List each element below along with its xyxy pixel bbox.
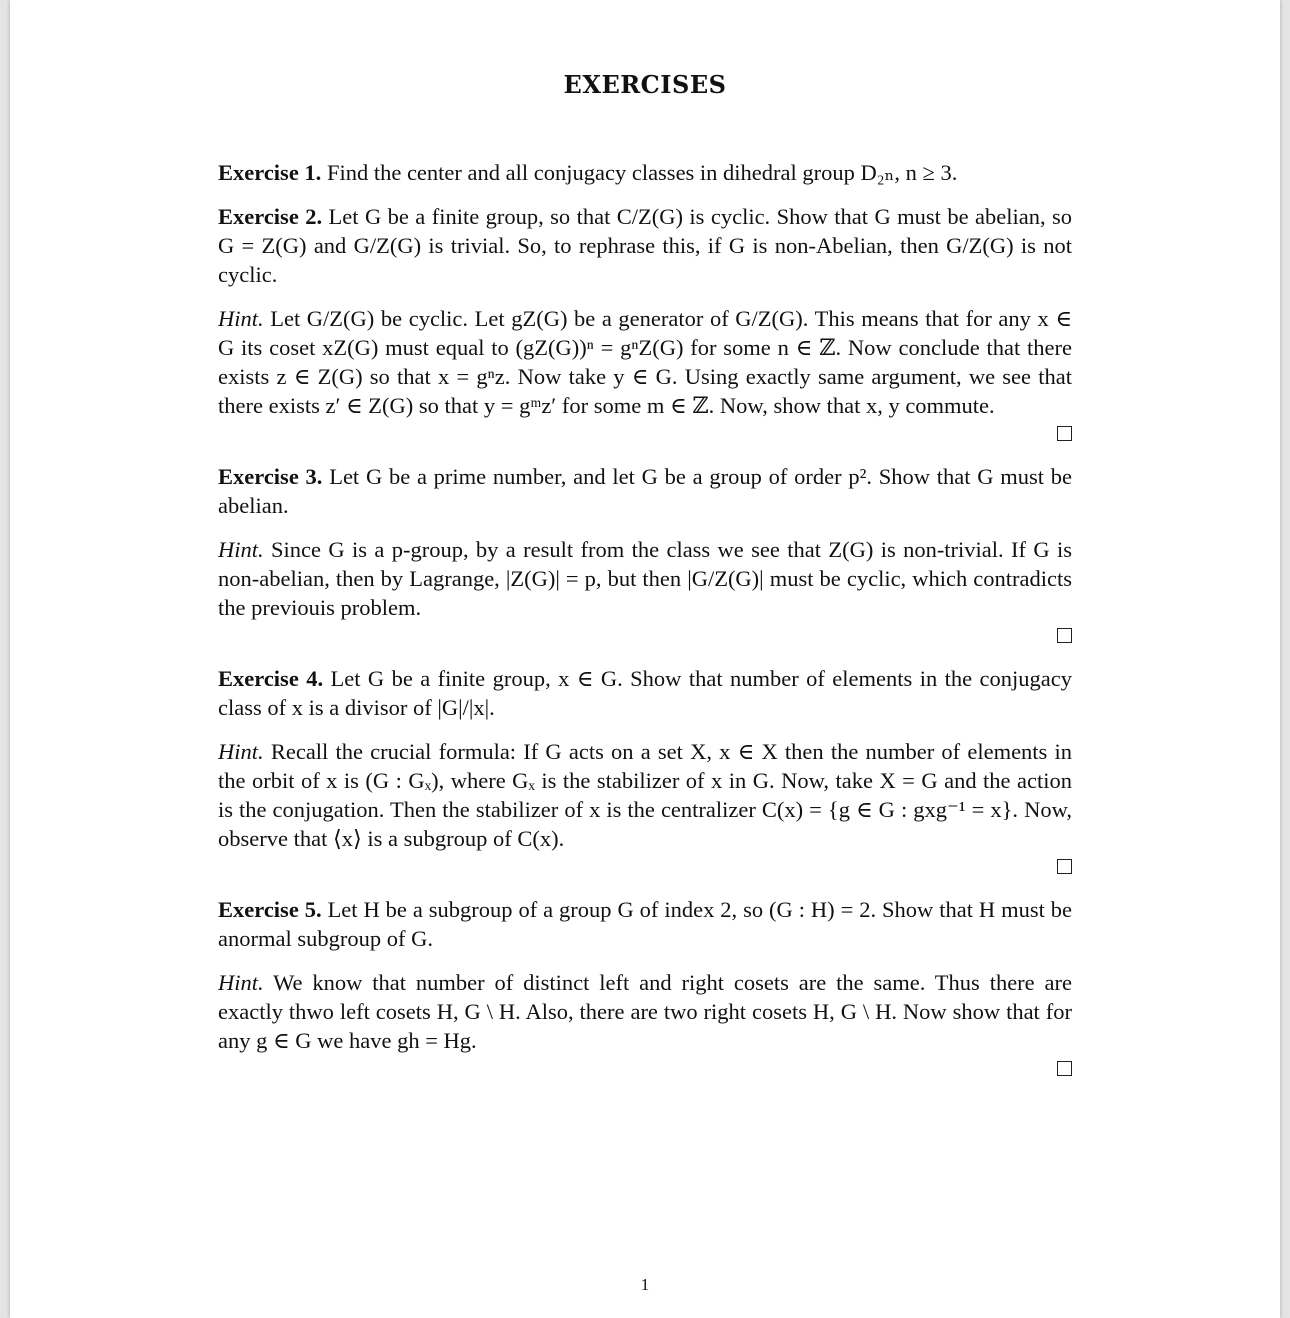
exercise-5 (218, 895, 1072, 953)
exercise-1-text: Find the center and all conjugacy classes in dihedral group D₂ₙ, n ≥ 3. (326, 160, 958, 185)
page-title: EXERCISES (563, 70, 727, 99)
exercise-5-qed (218, 1055, 1072, 1085)
exercise-5-text: Let H be a subgroup of a group G of index 2, so (G : H) = 2. Show that H must be anormal subgroup of G. (218, 897, 1073, 951)
exercise-2-label: Exercise 2. (218, 204, 323, 229)
exercise-2-hint-text: Let G/Z(G) be cyclic. Let gZ(G) be a generator of G/Z(G). This means that for any x ∈ G its coset xZ(G) must equal to (gZ(G))ⁿ = gⁿZ(G) for some n ∈ ℤ. Now conclude that there exists z ∈ Z(G) so that x = gⁿz. Now take y ∈ G. Using exactly same argument, we see that there exists z′ ∈ Z(G) so that y = gᵐz′ for some m ∈ ℤ. Now, show that x, y commute. (218, 306, 1072, 418)
exercise-3-label: Exercise 3. (218, 464, 323, 489)
document-page (10, 0, 1280, 1318)
exercise-3 (218, 462, 1072, 520)
exercise-4-qed (218, 853, 1072, 883)
exercise-1 (218, 158, 1072, 187)
exercise-4-text: Let G be a finite group, x ∈ G. Show that number of elements in the conjugacy class of x is a divisor of |G|/|x|. (218, 666, 1072, 720)
exercise-2-hint-label: Hint. (218, 306, 264, 331)
exercise-3-hint (218, 535, 1072, 622)
exercise-3-text: Let G be a prime number, and let G be a group of order p². Show that G must be abelian. (218, 464, 1072, 518)
exercise-5-hint-text: We know that number of distinct left and right cosets are the same. Thus there are exactly thwo left cosets H, G \ H. Also, there are two right cosets H, G \ H. Now show that for any g ∈ G we have gh = Hg. (218, 970, 1073, 1053)
exercise-2-hint (218, 304, 1072, 420)
exercise-1-label: Exercise 1. (218, 160, 322, 185)
exercise-5-hint-label: Hint. (218, 970, 264, 995)
qed-box-icon (1057, 859, 1072, 874)
exercise-list (218, 158, 1072, 1085)
qed-box-icon (1057, 1061, 1072, 1076)
qed-box-icon (1057, 628, 1072, 643)
page-number: 1 (640, 1275, 650, 1294)
exercise-2-text: Let G be a finite group, so that C/Z(G) is cyclic. Show that G must be abelian, so G = Z(G) and G/Z(G) is trivial. So, to rephrase this, if G is non-Abelian, then G/Z(G) is not cyclic. (218, 204, 1073, 287)
exercise-3-hint-text: Since G is a p-group, by a result from the class we see that Z(G) is non-trivial. If G is non-abelian, then by Lagrange, |Z(G)| = p, but then |G/Z(G)| must be cyclic, which contradicts the previouis problem. (218, 537, 1073, 620)
exercise-5-hint (218, 968, 1072, 1055)
exercise-4-label: Exercise 4. (218, 666, 324, 691)
exercise-2 (218, 202, 1072, 289)
exercise-3-hint-label: Hint. (218, 537, 264, 562)
exercise-4-hint (218, 737, 1072, 853)
exercise-4 (218, 664, 1072, 722)
exercise-4-hint-text: Recall the crucial formula: If G acts on a set X, x ∈ X then the number of elements in the orbit of x is (G : Gₓ), where Gₓ is the stabilizer of x in G. Now, take X = G and the action is the conjugation. Then the stabilizer of x is the centralizer C(x) = {g ∈ G : gxg⁻¹ = x}. Now, observe that ⟨x⟩ is a subgroup of C(x). (218, 739, 1073, 851)
qed-box-icon (1057, 426, 1072, 441)
exercise-3-qed (218, 622, 1072, 652)
exercise-5-label: Exercise 5. (218, 897, 322, 922)
exercise-2-qed (218, 420, 1072, 450)
exercise-4-hint-label: Hint. (218, 739, 264, 764)
